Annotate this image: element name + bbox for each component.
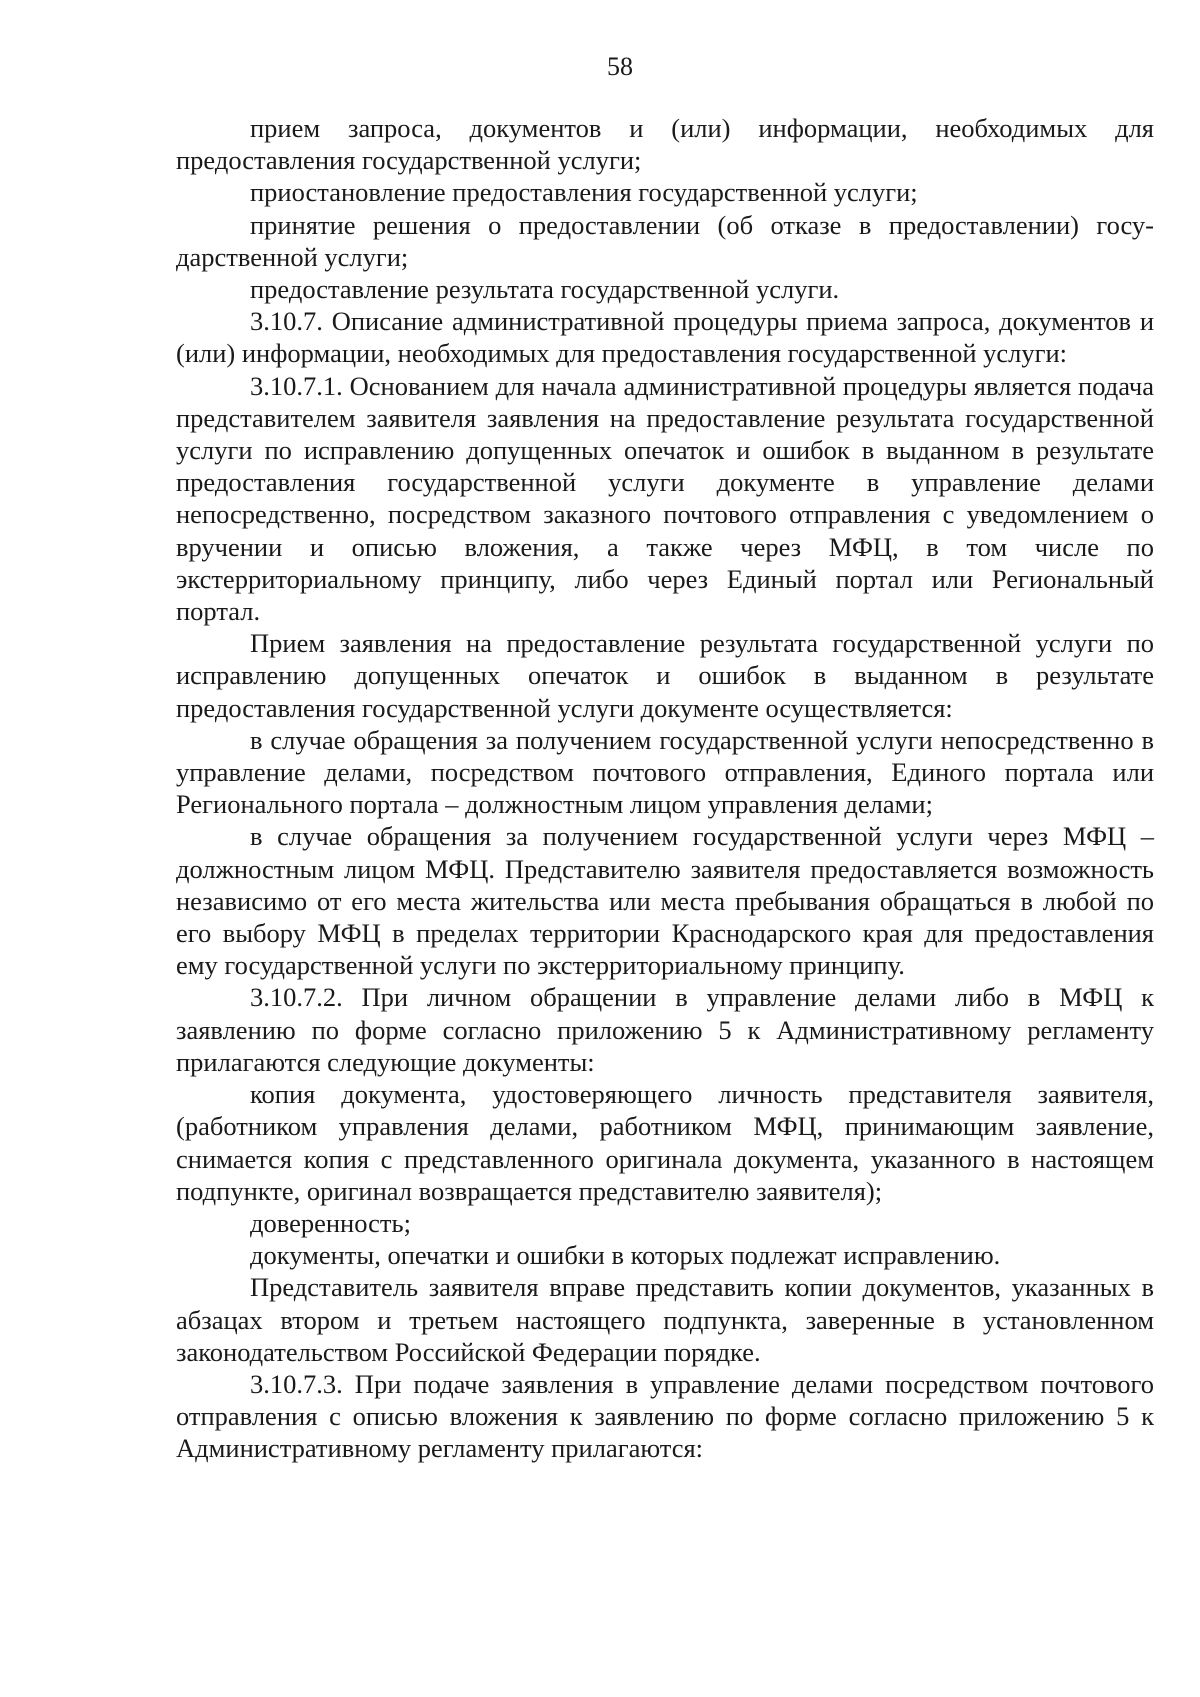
paragraph: доверенность; [250, 1207, 411, 1238]
paragraph: документы, опечатки и ошибки в которых подлежат исправлению. [250, 1240, 1001, 1271]
paragraph: прием запроса, документов и (или) информации, необходимых для предоставления государственной услуги; [176, 113, 1154, 176]
paragraph: 3.10.7. Описание административной процедуры приема запроса, документов и (или) информации, необходимых для предоставления государственной услуги: [176, 306, 1154, 369]
paragraph: приостановление предоставления государственной услуги; [250, 177, 918, 208]
page-number: 58 [607, 52, 633, 81]
paragraph: в случае обращения за получением государственной услуги через МФЦ – должностным лицом МФЦ. Представителю заявителя предоставляется возможность независимо от его места жительства или места пребывания обращаться в любой по его выбору МФЦ в пределах территории Краснодарского края для предоставления ему государственной услуги по экстерриториальному принципу. [176, 821, 1154, 981]
paragraph: 3.10.7.3. При подаче заявления в управление делами посредством почтового отправления с описью вложения к заявлению по форме согласно приложению 5 к Административному регламенту прилагаются: [176, 1368, 1154, 1464]
paragraph: копия документа, удостоверяющего личность представителя заявителя, (работником управления делами, работником МФЦ, принимающим заявление, снимается копия с представленного оригинала документа, указанного в настоящем подпункте, оригинал возвращается представителю заявителя); [176, 1079, 1154, 1206]
paragraph: в случае обращения за получением государственной услуги непосредственно в управление делами, посредством почтового отправления, Единого портала или Регионального портала – должностным лицом управления делами; [176, 724, 1154, 820]
paragraph: 3.10.7.2. При личном обращении в управление делами либо в МФЦ к заявлению по форме согласно приложению 5 к Административному регламенту прилагаются следующие документы: [176, 982, 1154, 1077]
paragraph: предоставление результата государственной услуги. [250, 274, 840, 305]
paragraph: Прием заявления на предоставление результата государственной услуги по исправлению допущенных опечаток и ошибок в выданном в результате предоставления государственной услуги документе осуществляется: [176, 628, 1154, 723]
document-body [176, 112, 1154, 1465]
paragraph: 3.10.7.1. Основанием для начала административной процедуры является подача представителем заявителя заявления на предоставление результата государственной услуги по исправлению допущенных опечаток и ошибок в выданном в результате предоставления государственной услуги документе в управление делами непосредственно, посредством заказного почтового отправления с уведомлением о вручении и описью вложения, а также через МФЦ, в том числе по экстерриториальному принципу, либо через Единый портал или Региональный портал. [176, 370, 1154, 627]
paragraph: Представитель заявителя вправе представить копии документов, указанных в абзацах втором и третьем настоящего подпункта, заверенные в установленном законодательством Российской Федерации порядке. [176, 1272, 1154, 1367]
paragraph: принятие решения о предоставлении (об отказе в предоставлении) государственной услуги; [176, 209, 1154, 272]
